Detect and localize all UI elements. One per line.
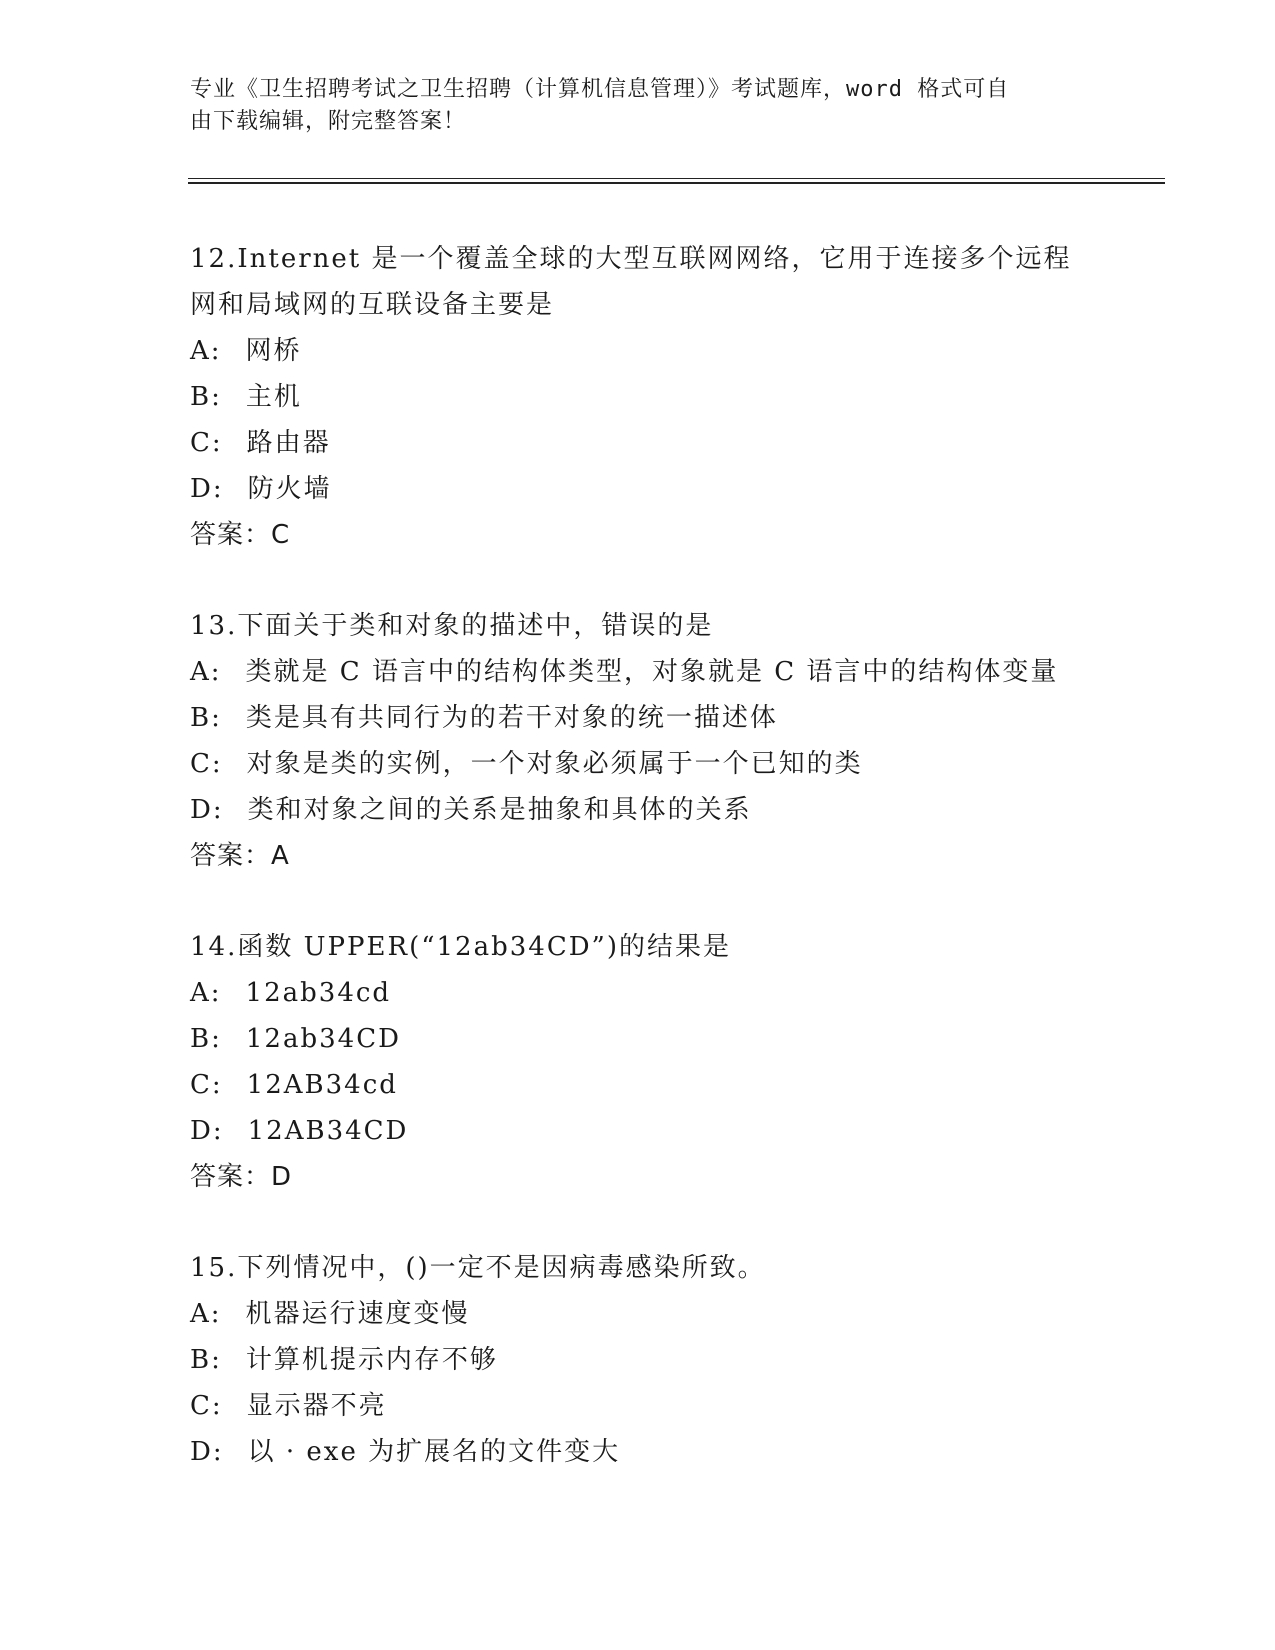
question-stem: 12.Internet 是一个覆盖全球的大型互联网网络，它用于连接多个远程 [190,244,1072,274]
question-12 [190,236,1090,558]
option-text: 类就是 C 语言中的结构体类型，对象就是 C 语言中的结构体变量 [245,657,1059,687]
header-line: 由下载编辑，附完整答案！ [190,109,467,134]
option-b [190,695,1090,741]
option-d [190,1108,1090,1154]
header-line: 专业《卫生招聘考试之卫生招聘（计算机信息管理）》考试题库，word 格式可自 [190,77,1010,102]
option-letter: A: [190,978,222,1008]
option-text: 防火墙 [247,474,332,504]
option-text: 12ab34CD [245,1024,401,1054]
option-letter: D: [190,795,224,825]
question-13 [190,603,1090,879]
option-d [190,787,1090,833]
option-letter: C: [190,749,223,779]
option-letter: A: [190,657,222,687]
option-c [190,1062,1090,1108]
option-b [190,1337,1090,1383]
question-stem: 13.下面关于类和对象的描述中，错误的是 [190,611,714,641]
option-letter: A: [190,1299,222,1329]
option-letter: B: [190,1345,222,1375]
option-c [190,420,1090,466]
question-stem: 14.函数 UPPER(“12ab34CD”)的结果是 [190,932,731,962]
option-letter: D: [190,474,224,504]
question-15 [190,1245,1090,1475]
option-text: 对象是类的实例，一个对象必须属于一个已知的类 [246,749,863,779]
option-a [190,328,1090,374]
answer-line: 答案：D [190,1162,293,1192]
option-d [190,1429,1090,1475]
option-text: 计算机提示内存不够 [245,1345,498,1375]
question-stem: 15.下列情况中，()一定不是因病毒感染所致。 [190,1253,766,1283]
option-text: 显示器不亮 [246,1391,387,1421]
option-letter: C: [190,1391,223,1421]
question-14 [190,924,1090,1200]
option-text: 类是具有共同行为的若干对象的统一描述体 [245,703,778,733]
option-d [190,466,1090,512]
option-text: 主机 [245,382,302,412]
header-divider [188,182,1165,184]
option-c [190,741,1090,787]
option-text: 以 · exe 为扩展名的文件变大 [247,1437,621,1467]
option-text: 12AB34cd [246,1070,398,1100]
option-text: 网桥 [245,336,302,366]
option-text: 12ab34cd [245,978,392,1008]
option-letter: B: [190,382,222,412]
answer-line: 答案：C [190,520,291,550]
option-text: 路由器 [246,428,331,458]
option-letter: B: [190,1024,222,1054]
option-letter: B: [190,703,222,733]
option-b [190,374,1090,420]
answer-line: 答案：A [190,841,290,871]
option-a [190,970,1090,1016]
option-text: 12AB34CD [247,1116,409,1146]
option-letter: C: [190,1070,223,1100]
option-b [190,1016,1090,1062]
option-letter: A: [190,336,222,366]
document-header [190,74,1090,138]
option-text: 类和对象之间的关系是抽象和具体的关系 [247,795,752,825]
option-letter: D: [190,1437,224,1467]
option-a [190,649,1090,695]
option-c [190,1383,1090,1429]
option-letter: C: [190,428,223,458]
question-stem: 网和局域网的互联设备主要是 [190,290,555,320]
header-divider [188,178,1165,179]
option-text: 机器运行速度变慢 [245,1299,470,1329]
option-letter: D: [190,1116,224,1146]
option-a [190,1291,1090,1337]
